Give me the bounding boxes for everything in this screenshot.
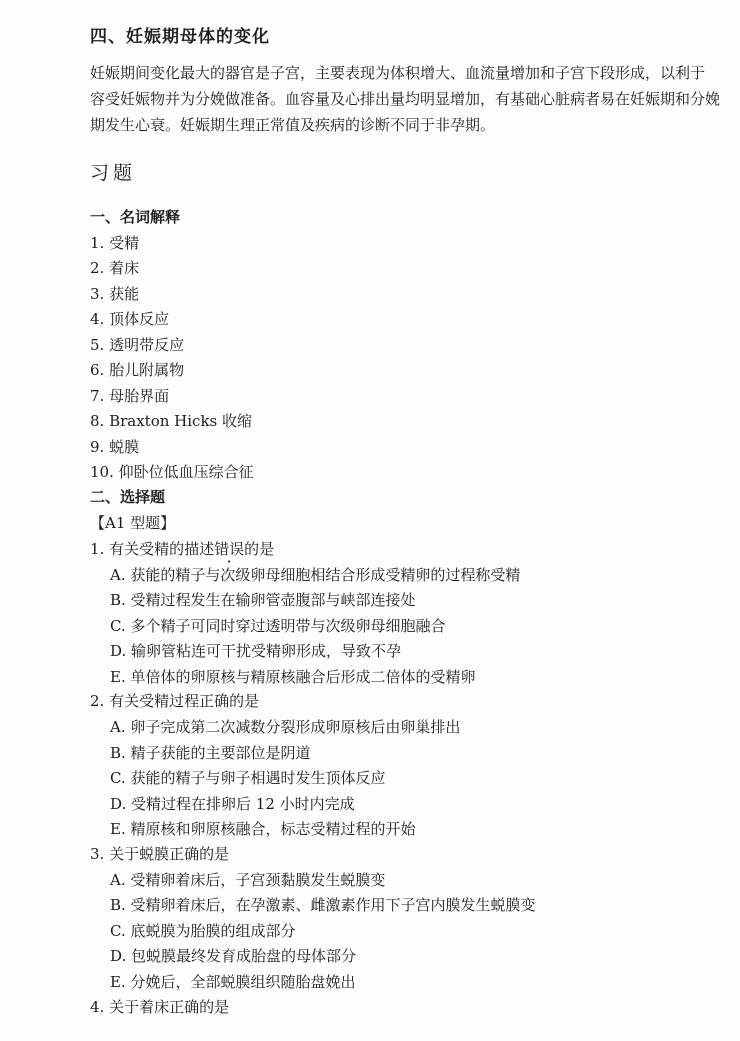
- question-option: A. 卵子完成第二次减数分裂形成卵原核后由卵巢排出: [110, 718, 461, 736]
- list-item: 6. 胎儿附属物: [90, 361, 185, 379]
- question-option: C. 底蜕膜为胎膜的组成部分: [110, 922, 296, 940]
- question-option: D. 输卵管粘连可干扰受精卵形成，导致不孕: [110, 642, 402, 660]
- question-option: B. 受精卵着床后，在孕激素、雌激素作用下子宫内膜发生蜕膜变: [110, 896, 536, 914]
- emphasis-text: 错误: [214, 540, 245, 558]
- paragraph-line: 妊娠期间变化最大的器官是子宫，主要表现为体积增大、血流量增加和子宫下段形成，以利于: [90, 64, 706, 82]
- question-type-label: 【A1 型题】: [90, 514, 176, 532]
- list-item: 4. 顶体反应: [90, 310, 170, 328]
- part2-heading: 二、选择题: [90, 488, 166, 506]
- list-item: 3. 获能: [90, 285, 140, 303]
- question-option: E. 单倍体的卵原核与精原核融合后形成二倍体的受精卵: [110, 668, 476, 686]
- question-option: B. 精子获能的主要部位是阴道: [110, 744, 311, 762]
- list-item: 5. 透明带反应: [90, 336, 185, 354]
- paragraph-line: 期发生心衰。妊娠期生理正常值及疾病的诊断不同于非孕期。: [90, 116, 496, 134]
- question-option: C. 获能的精子与卵子相遇时发生顶体反应: [110, 769, 386, 787]
- exercises-title: 习题: [90, 162, 137, 184]
- list-item: 8. Braxton Hicks 收缩: [90, 412, 252, 430]
- paragraph-line: 容受妊娠物并为分娩做准备。血容量及心排出量均明显增加，有基础心脏病者易在妊娠期和分娩: [90, 90, 721, 108]
- list-item: 10. 仰卧位低血压综合征: [90, 463, 254, 481]
- part1-heading: 一、名词解释: [90, 208, 181, 226]
- section-paragraph: [90, 60, 720, 138]
- question-option: C. 多个精子可同时穿过透明带与次级卵母细胞融合: [110, 617, 446, 635]
- list-item: 9. 蜕膜: [90, 438, 140, 456]
- question-option: B. 受精过程发生在输卵管壶腹部与峡部连接处: [110, 591, 416, 609]
- list-item: 1. 受精: [90, 234, 140, 252]
- question-stem: 3. 关于蜕膜正确的是: [90, 845, 230, 863]
- section-title: 四、妊娠期母体的变化: [90, 27, 270, 47]
- question-stem: 2. 有关受精过程正确的是: [90, 692, 260, 710]
- question-stem-part: 的是: [244, 540, 275, 558]
- question-stem: 4. 关于着床正确的是: [90, 998, 230, 1016]
- question-option: E. 分娩后，全部蜕膜组织随胎盘娩出: [110, 973, 356, 991]
- question-option: A. 获能的精子与次级卵母细胞相结合形成受精卵的过程称受精: [110, 566, 521, 584]
- question-option: D. 受精过程在排卵后 12 小时内完成: [110, 795, 355, 813]
- question-option: E. 精原核和卵原核融合，标志受精过程的开始: [110, 820, 416, 838]
- list-item: 7. 母胎界面: [90, 387, 170, 405]
- question-option: D. 包蜕膜最终发育成胎盘的母体部分: [110, 947, 357, 965]
- question-stem: [90, 538, 274, 559]
- question-option: A. 受精卵着床后，子宫颈黏膜发生蜕膜变: [110, 871, 386, 889]
- list-item: 2. 着床: [90, 259, 140, 277]
- question-stem-part: 1. 有关受精的描述: [90, 540, 215, 558]
